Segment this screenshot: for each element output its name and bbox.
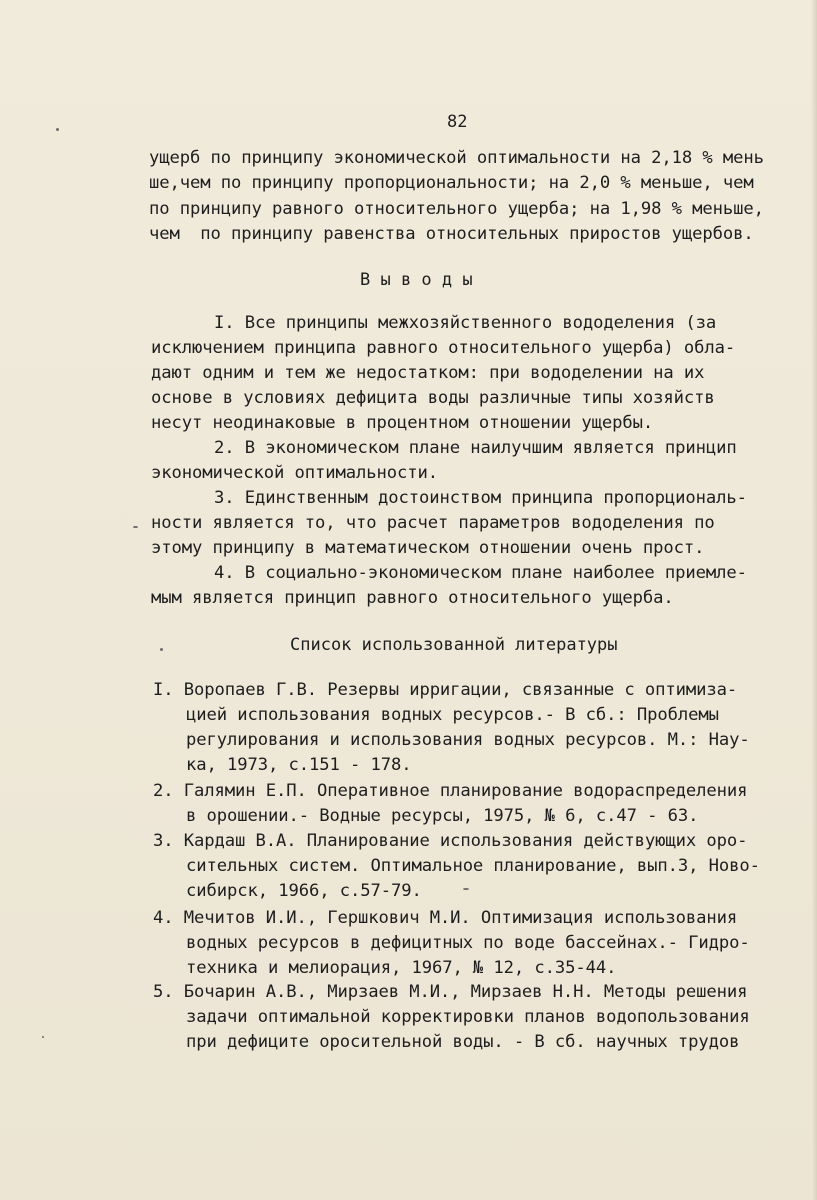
reference-line: I. Воропаев Г.В. Резервы ирригации, связанные с оптимиза- [153,680,738,700]
reference-line: в орошении.- Водные ресурсы, 1975, № 6, с.47 - 63. [186,806,699,826]
conclusion-item: исключением принципа равного относительного ущерба) обла- [151,338,736,358]
conclusion-item: I. Все принципы межхозяйственного вододеления (за [214,313,717,333]
conclusion-item: основе в условиях дефицита воды различные типы хозяйств [151,388,715,408]
conclusion-item: 4. В социально-экономическом плане наиболее приемле- [214,563,747,583]
scan-speck [56,128,59,131]
page-number: 82 [447,112,468,132]
scan-speck [463,888,469,890]
conclusion-item: дают одним и тем же недостатком: при вододелении на их [151,363,705,383]
text-line: чем по принципу равенства относительных приростов ущербов. [149,224,754,244]
reference-line: 4. Мечитов И.И., Гершкович М.И. Оптимизация использования [153,908,738,928]
reference-line: задачи оптимальной корректировки планов водопользования [186,1007,750,1027]
text-line: ущерб по принципу экономической оптимальности на 2,18 % мень [149,148,764,168]
conclusion-item: мым является принцип равного относительного ущерба. [151,588,674,608]
text-line: по принципу равного относительного ущерба; на 1,98 % меньше, [149,199,764,219]
conclusion-item: этому принципу в математическом отношении очень прост. [151,538,705,558]
scan-speck [160,648,163,651]
reference-line: ка, 1973, с.151 - 178. [186,755,412,775]
reference-line: цией использования водных ресурсов.- В сб.: Проблемы [186,705,719,725]
reference-line: сибирск, 1966, с.57-79. [186,881,422,901]
references-heading: Список использованной литературы [290,635,618,655]
reference-line: 5. Бочарин А.В., Мирзаев М.И., Мирзаев Н.Н. Методы решения [153,982,748,1002]
scan-speck [42,1036,44,1038]
conclusion-item: ности является то, что расчет параметров вододеления по [151,513,715,533]
reference-line: техника и мелиорация, 1967, № 12, с.35-44. [186,958,617,978]
page-edge-shadow [811,0,817,1200]
reference-line: водных ресурсов в дефицитных по воде бассейнах.- Гидро- [186,933,750,953]
reference-line: сительных систем. Оптимальное планирование, вып.3, Ново- [186,856,760,876]
conclusions-heading: В ы в о д ы [360,270,473,290]
reference-line: при дефиците оросительной воды. - В сб. научных трудов [186,1032,740,1052]
text-line: ше,чем по принципу пропорциональности; на 2,0 % меньше, чем [149,173,754,193]
conclusion-item: 3. Единственным достоинством принципа пропорциональ- [214,488,747,508]
conclusion-item: несут неодинаковые в процентном отношении ущербы. [151,413,654,433]
scan-speck [133,526,138,528]
conclusion-item: экономической оптимальности. [151,463,438,483]
reference-line: регулирования и использования водных ресурсов. М.: Нау- [186,730,750,750]
conclusion-item: 2. В экономическом плане наилучшим является принцип [214,438,737,458]
reference-line: 2. Галямин Е.П. Оперативное планирование водораспределения [153,781,748,801]
reference-line: 3. Кардаш В.А. Планирование использования действующих оро- [153,831,748,851]
